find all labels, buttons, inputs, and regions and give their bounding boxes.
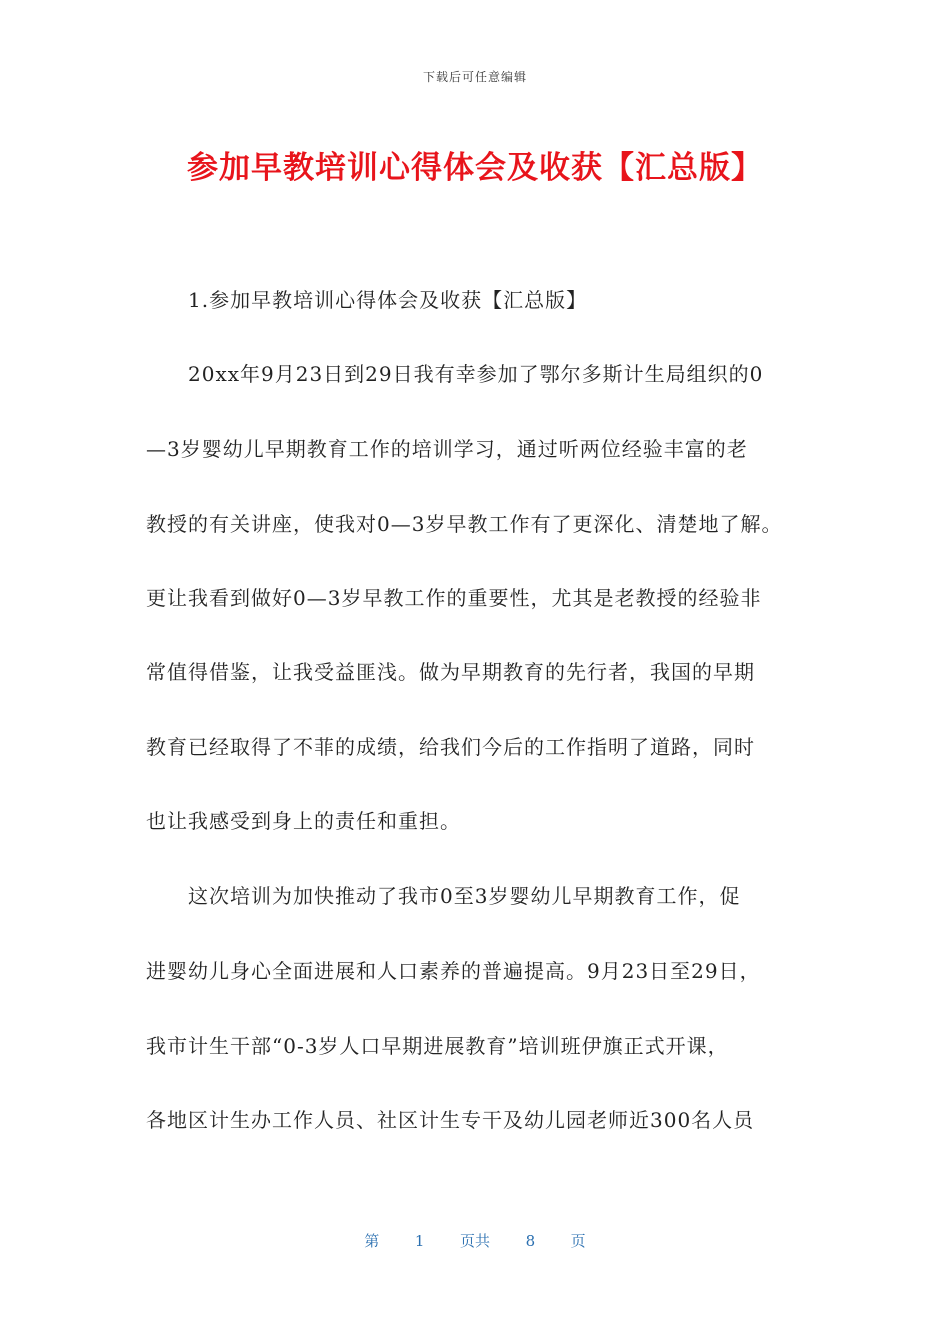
paragraph-line: 各地区计生办工作人员、社区计生专干及幼儿园老师近300名人员 (146, 1108, 755, 1132)
footer-current-page: 1 (414, 1232, 425, 1250)
section-heading: 1.参加早教培训心得体会及收获【汇总版】 (188, 288, 588, 312)
paragraph-line: —3岁婴幼儿早期教育工作的培训学习，通过听两位经验丰富的老 (146, 437, 748, 461)
footer-total-pages: 8 (525, 1232, 536, 1250)
paragraph-line: 更让我看到做好0—3岁早教工作的重要性，尤其是老教授的经验非 (146, 586, 762, 610)
paragraph-line: 我市计生干部“0-3岁人口早期进展教育”培训班伊旗正式开课， (146, 1034, 729, 1058)
header-note: 下载后可任意编辑 (422, 70, 527, 84)
paragraph-line: 也让我感受到身上的责任和重担。 (146, 809, 461, 833)
paragraph-line: 这次培训为加快推动了我市0至3岁婴幼儿早期教育工作，促 (188, 884, 741, 908)
paragraph-line: 教授的有关讲座，使我对0—3岁早教工作有了更深化、清楚地了解。 (146, 512, 783, 536)
footer-page-suffix: 页 (570, 1232, 586, 1250)
document-title: 参加早教培训心得体会及收获【汇总版】 (187, 150, 763, 186)
paragraph-line: 常值得借鉴，让我受益匪浅。做为早期教育的先行者，我国的早期 (146, 660, 755, 684)
footer-page-mid: 页共 (459, 1232, 490, 1250)
paragraph-line: 教育已经取得了不菲的成绩，给我们今后的工作指明了道路，同时 (146, 735, 755, 759)
footer-page-prefix: 第 (364, 1232, 380, 1250)
paragraph-line: 20xx年9月23日到29日我有幸参加了鄂尔多斯计生局组织的0 (188, 362, 764, 386)
paragraph-line: 进婴幼儿身心全面进展和人口素养的普遍提高。9月23日至29日， (146, 959, 761, 983)
page-footer (0, 1230, 950, 1251)
